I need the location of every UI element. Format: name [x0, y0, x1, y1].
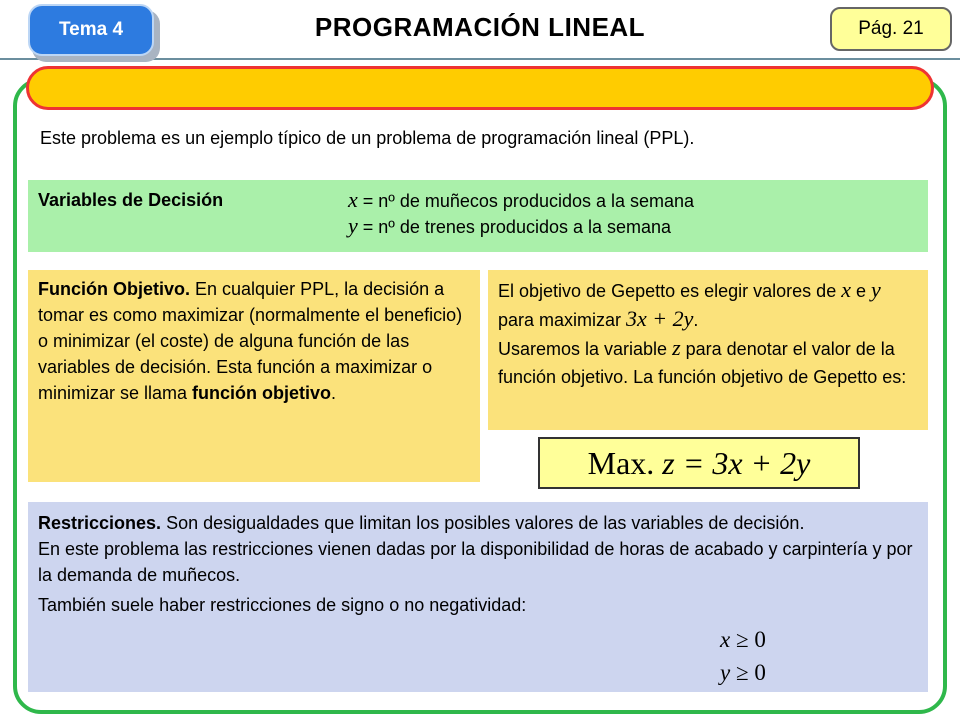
decision-variables-box	[28, 180, 928, 252]
page-number: Pág. 21	[830, 7, 952, 51]
objective-function-text: En cualquier PPL, la decisión a tomar es como maximizar (normalmente el beneficio) o minimizar (el coste) de alguna función de las variables de decisión. Esta función a maximizar o minimizar se llama	[38, 279, 463, 403]
inequality-x	[720, 627, 766, 653]
gepetto-x: x	[841, 277, 851, 302]
gepetto-text-a: El objetivo de Gepetto es elegir valores de	[498, 281, 842, 301]
gepetto-z: z	[672, 335, 681, 360]
gepetto-y: y	[871, 277, 881, 302]
variable-x-definition	[348, 188, 694, 213]
page-title: PROGRAMACIÓN LINEAL	[314, 12, 646, 42]
inequality-y	[720, 660, 766, 686]
restrictions-label: Restricciones.	[38, 513, 162, 533]
gepetto-expression: 3x + 2y	[626, 306, 694, 331]
restrictions-paragraph-1	[38, 510, 918, 536]
max-formula: z = 3x + 2y	[662, 444, 811, 481]
objective-function-term: función objetivo	[192, 383, 332, 403]
variable-x-symbol: x	[348, 187, 358, 212]
gepetto-objective-box	[488, 270, 928, 430]
max-formula-box	[538, 437, 860, 489]
gepetto-text-c: para maximizar	[498, 310, 627, 330]
objective-function-box	[28, 270, 480, 482]
inequality-x-var: x	[720, 627, 731, 652]
variable-y-text: = nº de trenes producidos a la semana	[357, 217, 672, 237]
tema-badge: Tema 4	[28, 4, 154, 56]
inequality-y-var: y	[720, 660, 731, 685]
variable-y-definition	[348, 214, 671, 239]
max-prefix: Max.	[587, 444, 655, 481]
restrictions-paragraph-3: También suele haber restricciones de signo o no negatividad:	[38, 595, 527, 615]
objective-function-end: .	[331, 383, 337, 403]
variable-x-text: = nº de muñecos producidos a la semana	[357, 191, 695, 211]
restrictions-box	[28, 502, 928, 692]
inequality-x-rest: ≥ 0	[730, 627, 766, 652]
variable-y-symbol: y	[348, 213, 358, 238]
title-banner	[26, 66, 934, 110]
intro-text: Este problema es un ejemplo típico de un problema de programación lineal (PPL).	[40, 128, 695, 148]
decision-variables-label: Variables de Decisión	[38, 190, 224, 210]
inequality-y-rest: ≥ 0	[730, 660, 766, 685]
gepetto-text-f: para denotar el valor de la función objetivo. La función objetivo de Gepetto es:	[498, 339, 907, 387]
gepetto-text-e: Usaremos la variable	[498, 339, 673, 359]
gepetto-text-d: .	[693, 310, 699, 330]
objective-function-label: Función Objetivo.	[38, 279, 190, 299]
gepetto-text-b: e	[850, 281, 871, 301]
restrictions-paragraph-2: En este problema las restricciones vienen dadas por la disponibilidad de horas de acabado y carpintería y por la demanda de muñecos.	[38, 539, 913, 585]
restrictions-text-1: Son desigualdades que limitan los posibles valores de las variables de decisión.	[161, 513, 805, 533]
